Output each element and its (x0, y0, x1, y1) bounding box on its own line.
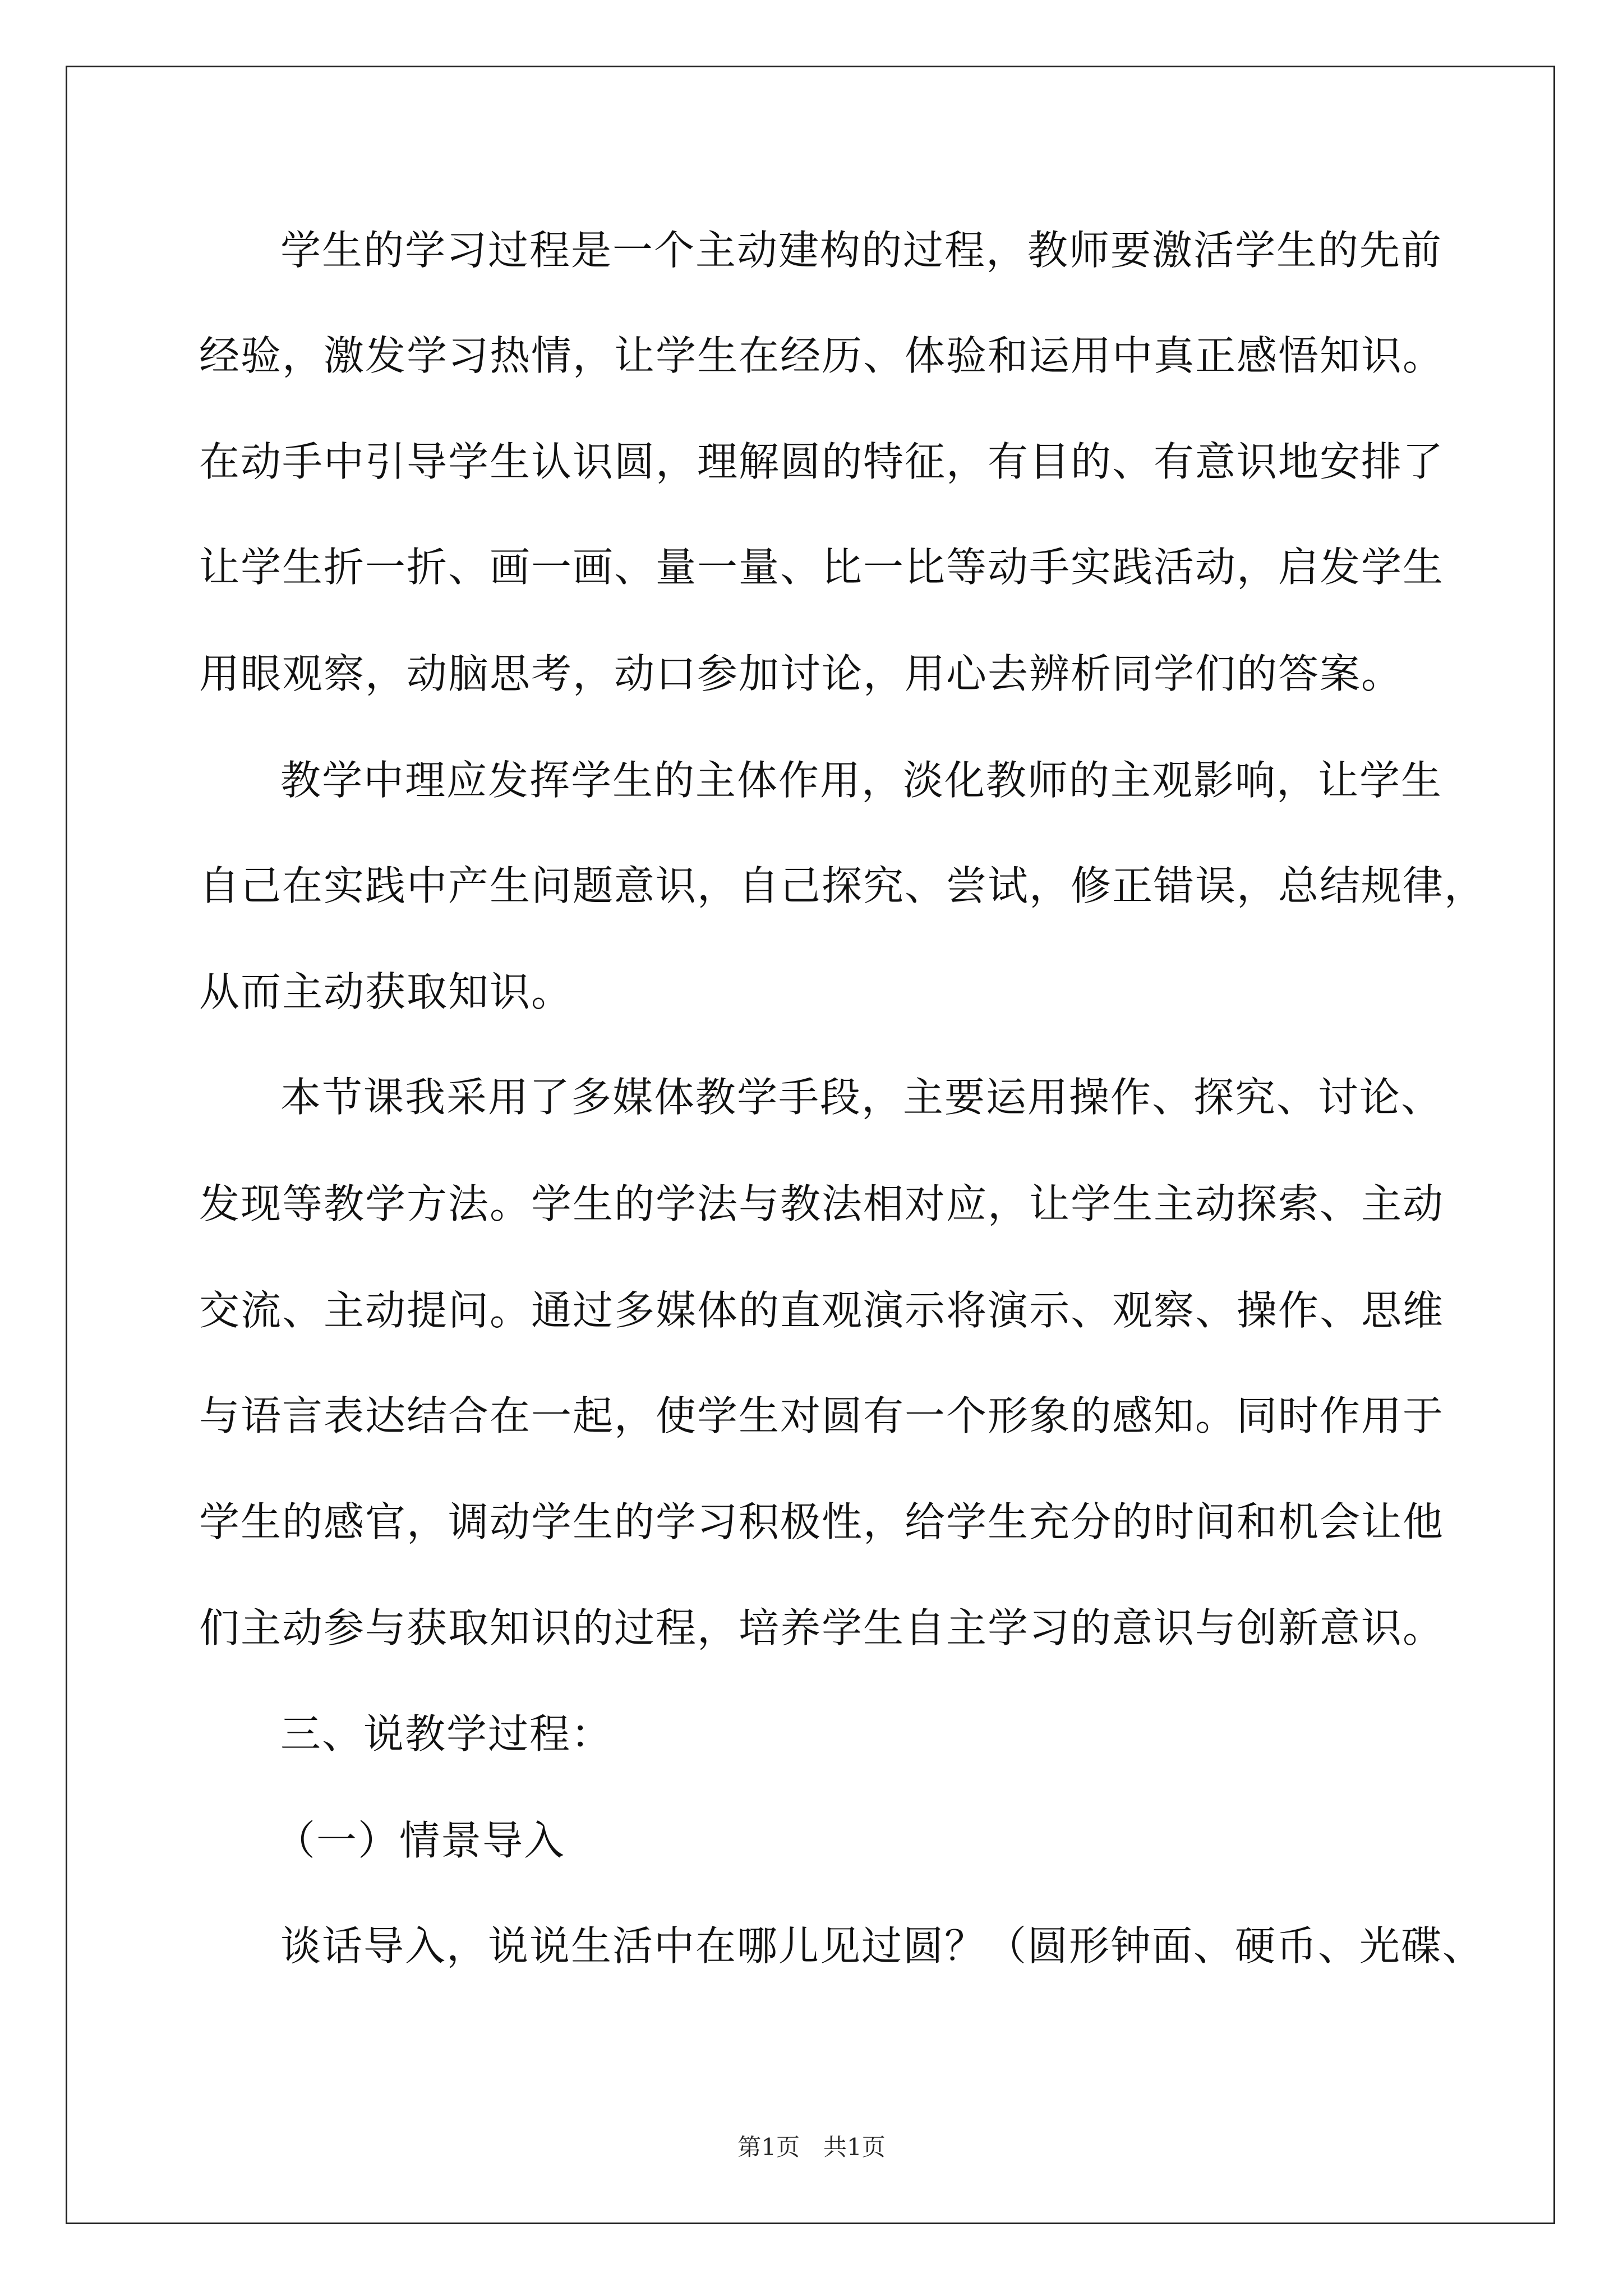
sub-heading: （一）情景导入 (275, 1817, 566, 1864)
page-border (66, 66, 1555, 2224)
paragraph-2-line-3: 从而主动获取知识。 (199, 968, 573, 1015)
section-heading: 三、说教学过程： (280, 1710, 613, 1757)
paragraph-1-line-1: 学生的学习过程是一个主动建构的过程，教师要激活学生的先前 (280, 227, 1443, 274)
paragraph-3-line-4: 与语言表达结合在一起，使学生对圆有一个形象的感知。同时作用于 (199, 1392, 1445, 1439)
paragraph-1-line-4: 让学生折一折、画一画、量一量、比一比等动手实践活动，启发学生 (199, 544, 1445, 591)
paragraph-3-line-6: 们主动参与获取知识的过程，培养学生自主学习的意识与创新意识。 (199, 1604, 1445, 1651)
page-number-footer: 第1页 共1页 (737, 2133, 886, 2161)
paragraph-3-line-1: 本节课我采用了多媒体教学手段，主要运用操作、探究、讨论、 (280, 1074, 1443, 1121)
paragraph-4-line-1: 谈话导入，说说生活中在哪儿见过圆？（圆形钟面、硬币、光碟、 (280, 1922, 1484, 1970)
paragraph-2-line-2: 自己在实践中产生问题意识，自己探究、尝试，修正错误，总结规律， (199, 862, 1486, 909)
paragraph-3-line-3: 交流、主动提问。通过多媒体的直观演示将演示、观察、操作、思维 (199, 1287, 1445, 1334)
paragraph-1-line-3: 在动手中引导学生认识圆，理解圆的特征，有目的、有意识地安排了 (199, 438, 1445, 485)
paragraph-2-line-1: 教学中理应发挥学生的主体作用，淡化教师的主观影响，让学生 (280, 757, 1443, 804)
paragraph-1-line-2: 经验，激发学习热情，让学生在经历、体验和运用中真正感悟知识。 (199, 332, 1445, 379)
paragraph-3-line-5: 学生的感官，调动学生的学习积极性，给学生充分的时间和机会让他 (199, 1498, 1445, 1545)
paragraph-1-line-5: 用眼观察，动脑思考，动口参加讨论，用心去辨析同学们的答案。 (199, 650, 1403, 697)
paragraph-3-line-2: 发现等教学方法。学生的学法与教法相对应，让学生主动探索、主动 (199, 1180, 1445, 1227)
